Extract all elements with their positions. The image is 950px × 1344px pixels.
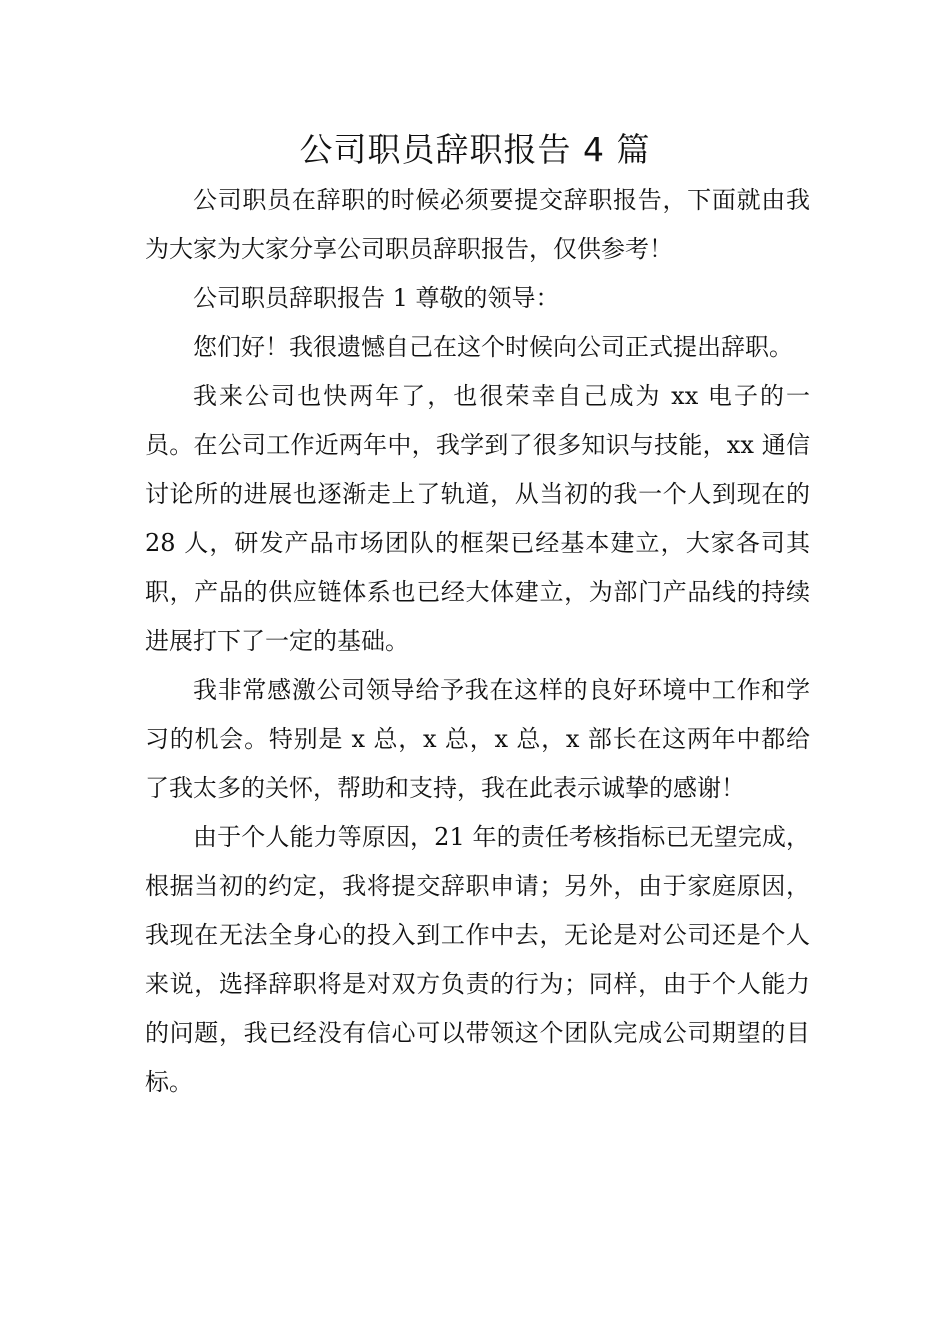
paragraph-reasons: 由于个人能力等原因，21 年的责任考核指标已无望完成，根据当初的约定，我将提交辞职申请；另外，由于家庭原因，我现在无法全身心的投入到工作中去，无论是对公司还是个人来说，选择辞职将是对双方负责的行为；同样，由于个人能力的问题，我已经没有信心可以带领这个团队完成公司期望的目标。 [145, 823, 810, 1096]
paragraph-experience: 我来公司也快两年了，也很荣幸自己成为 xx 电子的一员。在公司工作近两年中，我学到了很多知识与技能，xx 通信讨论所的进展也逐渐走上了轨道，从当初的我一个人到现在的 28 人，研发产品市场团队的框架已经基本建立，大家各司其职，产品的供应链体系也已经大体建立，为部门产品线的持续进展打下了一定的基础。 [145, 382, 810, 655]
document-body [145, 176, 810, 1107]
paragraph-greeting: 您们好！我很遗憾自己在这个时候向公司正式提出辞职。 [193, 333, 793, 361]
paragraph-intro: 公司职员在辞职的时候必须要提交辞职报告，下面就由我为大家为大家分享公司职员辞职报告，仅供参考！ [145, 186, 810, 263]
paragraph-salutation: 公司职员辞职报告 1 尊敬的领导： [193, 284, 560, 312]
paragraph-gratitude: 我非常感激公司领导给予我在这样的良好环境中工作和学习的机会。特别是 x 总，x 总，x 总，x 部长在这两年中都给了我太多的关怀，帮助和支持，我在此表示诚挚的感谢！ [145, 676, 810, 802]
document-title: 公司职员辞职报告 4 篇 [299, 130, 651, 169]
